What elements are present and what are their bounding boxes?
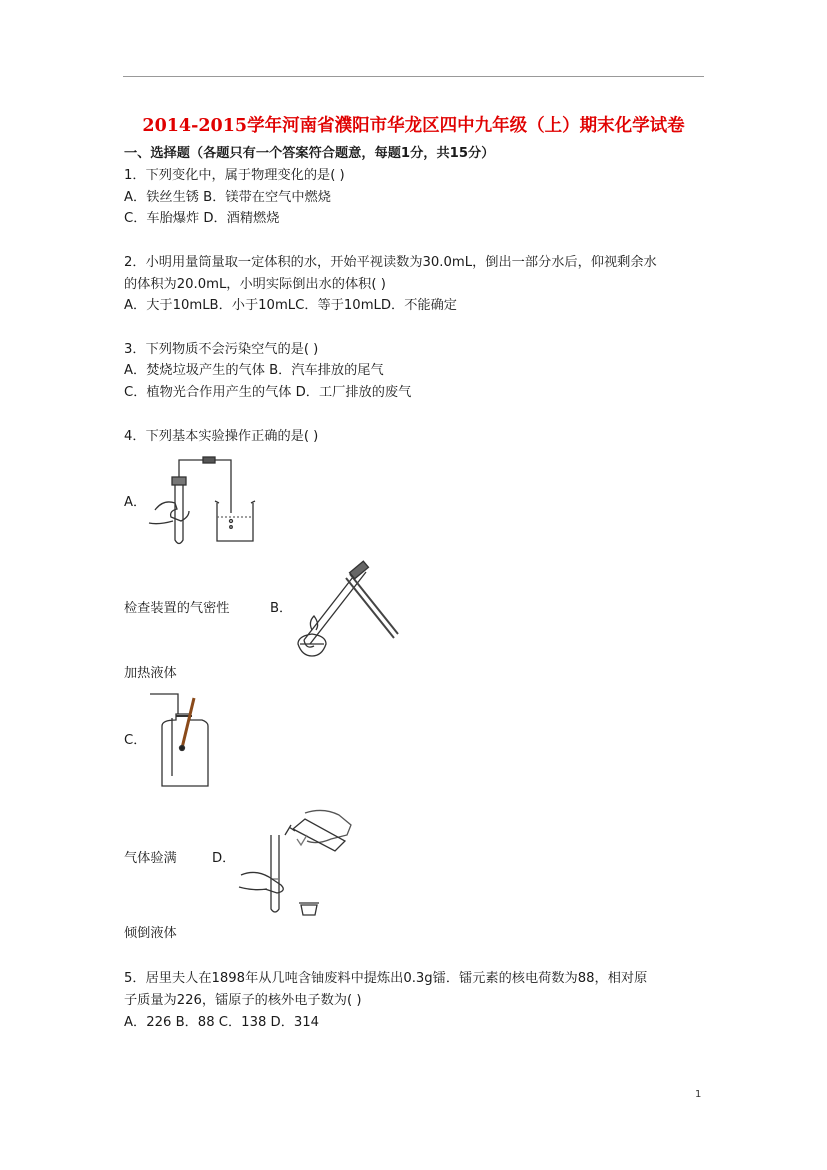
q4-option-c-caption: 气体验满 [124, 851, 177, 866]
q4-option-c-label: C． [124, 733, 147, 748]
q4-stem: 4．下列基本实验操作正确的是( ) [124, 429, 319, 444]
q3-options-cd: C．植物光合作用产生的气体 D．工厂排放的废气 [124, 385, 412, 400]
page-number: 1 [695, 1089, 702, 1100]
q1-options-ab: A．铁丝生锈 B．镁带在空气中燃烧 [124, 190, 331, 205]
q3-options-ab: A．焚烧垃圾产生的气体 B．汽车排放的尾气 [124, 363, 384, 378]
q5-stem-line1: 5．居里夫人在1898年从几吨含铀废料中提炼出0.3g镭．镭元素的核电荷数为88，相对原 [124, 971, 648, 986]
heating-liquid-figure [290, 560, 405, 660]
header-rule [123, 76, 704, 77]
q4-option-a-caption: 检查装置的气密性 [124, 601, 230, 616]
q2-stem-line1: 2．小明用量筒量取一定体积的水，开始平视读数为30.0mL，倒出一部分水后，仰视剩余水 [124, 255, 657, 270]
q4-option-d-caption: 倾倒液体 [124, 926, 177, 941]
q2-options: A．大于10mLB．小于10mLC．等于10mLD．不能确定 [124, 298, 457, 313]
section-heading: 一、选择题（各题只有一个答案符合题意，每题1分，共15分） [124, 146, 495, 161]
q1-stem: 1．下列变化中，属于物理变化的是( ) [124, 168, 345, 183]
q5-options: A．226 B．88 C．138 D．314 [124, 1015, 320, 1030]
page-title: 2014-2015学年河南省濮阳市华龙区四中九年级（上）期末化学试卷 [142, 116, 685, 136]
q5-stem-line2: 子质量为226，镭原子的核外电子数为( ) [124, 993, 362, 1008]
pouring-liquid-figure [235, 805, 365, 920]
q4-option-b-label: B． [270, 601, 293, 616]
q2-stem-line2: 的体积为20.0mL，小明实际倒出水的体积( ) [124, 277, 386, 292]
q3-stem: 3．下列物质不会污染空气的是( ) [124, 342, 319, 357]
airtightness-check-figure [145, 455, 260, 550]
gas-collection-check-figure [148, 690, 218, 790]
q4-option-d-label: D． [212, 851, 236, 866]
q1-options-cd: C．车胎爆炸 D．酒精燃烧 [124, 211, 280, 226]
q4-option-b-caption: 加热液体 [124, 666, 177, 681]
q4-option-a-label: A． [124, 495, 147, 510]
